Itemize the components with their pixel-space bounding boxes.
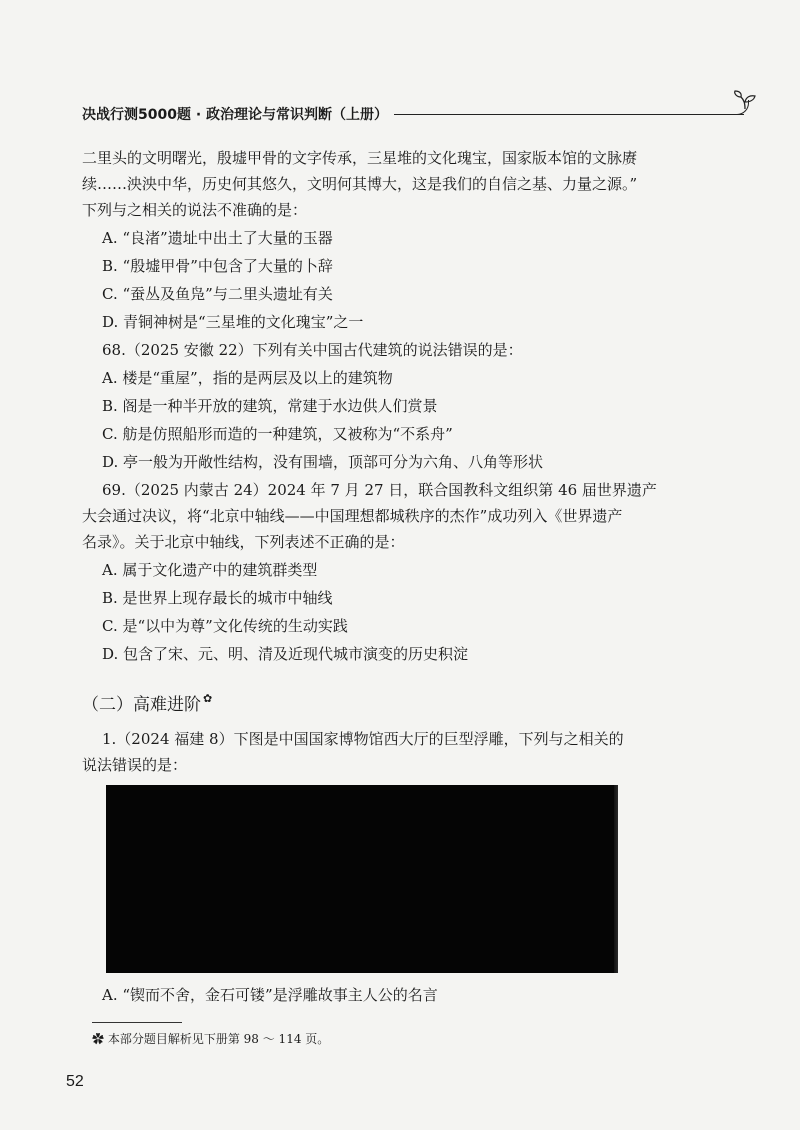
q69-option-b: B. 是世界上现存最长的城市中轴线 bbox=[102, 589, 333, 607]
q68-option-d: D. 亭一般为开敞性结构，没有围墙，顶部可分为六角、八角等形状 bbox=[102, 453, 544, 471]
q1-option-a: A. “锲而不舍，金石可镂”是浮雕故事主人公的名言 bbox=[102, 986, 438, 1004]
q68-option-a: A. 楼是“重屋”，指的是两层及以上的建筑物 bbox=[102, 369, 393, 387]
footnote bbox=[92, 1030, 329, 1047]
q67-stem-line: 下列与之相关的说法不准确的是： bbox=[82, 201, 308, 219]
q69-option-d: D. 包含了宋、元、明、清及近现代城市演变的历史积淀 bbox=[102, 645, 469, 663]
section-title: （二）高难进阶 bbox=[82, 695, 201, 715]
q67-option-b: B. “殷墟甲骨”中包含了大量的卜辞 bbox=[102, 257, 333, 275]
q1-stem-line: 说法错误的是： bbox=[82, 756, 188, 774]
page-number: 52 bbox=[66, 1073, 84, 1090]
q67-stem-line: 续……泱泱中华，历史何其悠久，文明何其博大，这是我们的自信之基、力量之源。” bbox=[82, 175, 638, 193]
q68-option-c: C. 舫是仿照船形而造的一种建筑，又被称为“不系舟” bbox=[102, 425, 453, 443]
flower-icon: ✿ bbox=[203, 692, 213, 705]
section-heading bbox=[82, 690, 212, 715]
q68-option-b: B. 阁是一种半开放的建筑，常建于水边供人们赏景 bbox=[102, 397, 438, 415]
q69-stem-line: 名录》。关于北京中轴线，下列表述不正确的是： bbox=[82, 533, 405, 551]
footnote-text: 本部分题目解析见下册第 98 ～ 114 页。 bbox=[107, 1032, 330, 1046]
q69-stem-line: 大会通过决议，将“北京中轴线——中国理想都城秩序的杰作”成功列入《世界遗产 bbox=[82, 507, 623, 525]
q67-option-d: D. 青铜神树是“三星堆的文化瑰宝”之一 bbox=[102, 313, 364, 331]
q1-stem-line: 1.（2024 福建 8）下图是中国国家博物馆西大厅的巨型浮雕，下列与之相关的 bbox=[102, 730, 624, 748]
q67-option-a: A. “良渚”遗址中出土了大量的玉器 bbox=[102, 229, 333, 247]
q68-stem: 68.（2025 安徽 22）下列有关中国古代建筑的说法错误的是： bbox=[102, 341, 523, 359]
q67-option-c: C. “蚕丛及鱼凫”与二里头遗址有关 bbox=[102, 285, 333, 303]
book-title: 决战行测5000题 · 政治理论与常识判断（上册） bbox=[82, 107, 389, 123]
relief-image bbox=[106, 785, 616, 973]
q69-option-c: C. 是“以中为尊”文化传统的生动实践 bbox=[102, 617, 348, 635]
q69-stem-line: 69.（2025 内蒙古 24）2024 年 7 月 27 日，联合国教科文组织第 46 届世界遗产 bbox=[102, 481, 657, 499]
running-header bbox=[82, 98, 682, 130]
flower-icon: ✿ bbox=[92, 1032, 105, 1046]
q69-option-a: A. 属于文化遗产中的建筑群类型 bbox=[102, 561, 318, 579]
q67-stem-line: 二里头的文明曙光，殷墟甲骨的文字传承，三星堆的文化瑰宝，国家版本馆的文脉赓 bbox=[82, 149, 638, 167]
footnote-rule bbox=[92, 1022, 182, 1023]
image-edge bbox=[614, 785, 618, 973]
page-content bbox=[82, 148, 682, 1013]
sprout-icon bbox=[732, 90, 758, 110]
header-rule bbox=[394, 114, 744, 115]
